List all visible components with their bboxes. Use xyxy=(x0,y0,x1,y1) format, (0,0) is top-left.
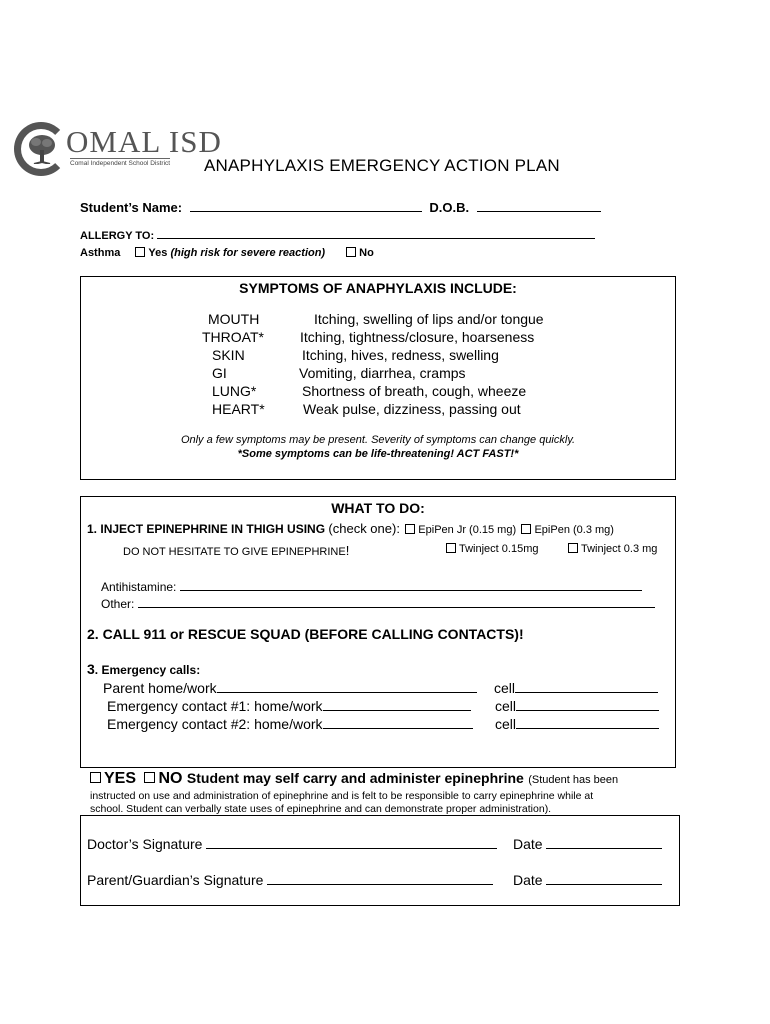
antihistamine-row xyxy=(101,577,642,594)
doctor-date-row: Date xyxy=(513,835,662,852)
asthma-label: Asthma xyxy=(80,247,121,259)
contact1-phone-field[interactable] xyxy=(323,697,471,711)
self-carry-row: YES NO Student may self carry and administer epinephrine (Student has been xyxy=(90,770,618,788)
self-carry-statement: Student may self carry and administer epinephrine xyxy=(186,770,524,786)
checkbox-icon[interactable] xyxy=(144,772,155,783)
guardian-signature-row xyxy=(87,871,493,888)
tree-icon xyxy=(28,134,56,164)
doctor-signature-label: Doctor’s Signature xyxy=(87,836,203,852)
self-carry-no-option[interactable]: NO xyxy=(144,770,186,787)
symptom-site-throat: THROAT* xyxy=(202,329,264,345)
parent-phone-field[interactable] xyxy=(217,679,477,693)
symptoms-note: Only a few symptoms may be present. Severity of symptoms can change quickly. xyxy=(180,434,576,446)
page-title: ANAPHYLAXIS EMERGENCY ACTION PLAN xyxy=(204,156,560,175)
antihistamine-field[interactable] xyxy=(180,577,642,591)
symptoms-box xyxy=(80,276,676,480)
student-name-row xyxy=(80,198,601,215)
contact2-row xyxy=(107,715,473,732)
symptom-desc-skin: Itching, hives, redness, swelling xyxy=(302,347,499,363)
asthma-row xyxy=(80,247,374,259)
contact2-cell-row: cell xyxy=(495,715,659,732)
asthma-yes-note: (high risk for severe reaction) xyxy=(170,247,326,259)
contact1-row xyxy=(107,697,471,714)
act-fast-warning: *Some symptoms can be life-threatening! ACT FAST!* xyxy=(237,448,519,460)
contact2-label: Emergency contact #2: home/work xyxy=(107,716,323,732)
parent-cell-row: cell xyxy=(494,679,658,696)
twinject-03-option[interactable]: Twinject 0.3 mg xyxy=(568,543,657,555)
what-to-do-box xyxy=(80,496,676,768)
guardian-date-row: Date xyxy=(513,871,662,888)
symptom-site-lung: LUNG* xyxy=(212,383,257,399)
parent-contact-row xyxy=(103,679,477,696)
dob-field[interactable] xyxy=(477,198,601,212)
logo-subtitle: Comal Independent School District xyxy=(70,160,171,167)
symptom-desc-mouth: Itching, swelling of lips and/or tongue xyxy=(314,311,544,327)
do-not-hesitate-text: DO NOT HESITATE TO GIVE EPINEPHRINE xyxy=(123,546,346,558)
other-field[interactable] xyxy=(138,594,655,608)
step3-heading: 3. Emergency calls: xyxy=(87,661,201,677)
self-carry-yes-option[interactable]: YES xyxy=(90,770,140,787)
antihistamine-label: Antihistamine: xyxy=(101,580,177,594)
symptoms-heading: SYMPTOMS OF ANAPHYLAXIS INCLUDE: xyxy=(239,280,517,296)
guardian-signature-label: Parent/Guardian’s Signature xyxy=(87,872,264,888)
asthma-yes-option[interactable]: Yes (high risk for severe reaction) xyxy=(135,247,328,259)
checkbox-icon[interactable] xyxy=(346,247,356,257)
symptom-site-heart: HEART* xyxy=(212,401,265,417)
doctor-date-field[interactable] xyxy=(546,835,662,849)
checkbox-icon[interactable] xyxy=(90,772,101,783)
symptom-site-gi: GI xyxy=(212,365,227,381)
checkbox-icon[interactable] xyxy=(521,524,531,534)
allergy-field[interactable] xyxy=(157,228,595,239)
allergy-row xyxy=(80,228,595,242)
do-not-hesitate-row: DO NOT HESITATE TO GIVE EPINEPHRINE! xyxy=(123,543,350,558)
symptom-desc-heart: Weak pulse, dizziness, passing out xyxy=(303,401,521,417)
district-logo xyxy=(14,120,222,180)
symptom-site-mouth: MOUTH xyxy=(208,311,260,327)
dob-label: D.O.B. xyxy=(429,200,470,215)
checkbox-icon[interactable] xyxy=(568,543,578,553)
logo-wordmark: OMAL ISD xyxy=(66,124,222,159)
self-carry-note-line3: school. Student can verbally state uses of epinephrine and can demonstrate proper administration). xyxy=(90,803,552,815)
symptom-site-skin: SKIN xyxy=(212,347,245,363)
parent-label: Parent home/work xyxy=(103,680,217,696)
doctor-signature-field[interactable] xyxy=(206,835,497,849)
step2-call-911: 2. CALL 911 or RESCUE SQUAD (BEFORE CALLING CONTACTS)! xyxy=(87,626,524,642)
epipen-option[interactable]: EpiPen (0.3 mg) xyxy=(521,524,613,536)
parent-cell-field[interactable] xyxy=(515,679,658,693)
checkbox-icon[interactable] xyxy=(405,524,415,534)
self-carry-note-line2: instructed on use and administration of epinephrine and is felt to be responsible to carry epinephrine while at xyxy=(90,790,594,802)
contact1-cell-row: cell xyxy=(495,697,659,714)
symptom-desc-lung: Shortness of breath, cough, wheeze xyxy=(302,383,527,399)
signature-box xyxy=(80,815,680,906)
what-to-do-heading: WHAT TO DO: xyxy=(331,500,425,516)
student-name-field[interactable] xyxy=(190,198,422,212)
guardian-date-field[interactable] xyxy=(546,871,662,885)
step1-row: 1. INJECT EPINEPHRINE IN THIGH USING (check one): EpiPen Jr (0.15 mg) EpiPen (0.3 mg) xyxy=(87,521,614,536)
epipen-jr-option[interactable]: EpiPen Jr (0.15 mg) xyxy=(405,524,516,536)
twinject-015-option[interactable]: Twinject 0.15mg xyxy=(446,543,538,555)
allergy-label: ALLERGY TO: xyxy=(80,230,155,242)
symptom-desc-gi: Vomiting, diarrhea, cramps xyxy=(299,365,466,381)
other-row xyxy=(101,594,655,611)
asthma-no-option[interactable]: No xyxy=(346,247,374,259)
step1-instruction: INJECT EPINEPHRINE IN THIGH USING xyxy=(100,522,326,536)
checkbox-icon[interactable] xyxy=(446,543,456,553)
other-label: Other: xyxy=(101,597,135,611)
symptom-desc-throat: Itching, tightness/closure, hoarseness xyxy=(300,329,535,345)
contact2-phone-field[interactable] xyxy=(323,715,473,729)
doctor-signature-row xyxy=(87,835,497,852)
checkbox-icon[interactable] xyxy=(135,247,145,257)
guardian-signature-field[interactable] xyxy=(267,871,493,885)
student-name-label: Student’s Name: xyxy=(80,200,183,215)
contact1-label: Emergency contact #1: home/work xyxy=(107,698,323,714)
contact1-cell-field[interactable] xyxy=(516,697,659,711)
contact2-cell-field[interactable] xyxy=(516,715,659,729)
